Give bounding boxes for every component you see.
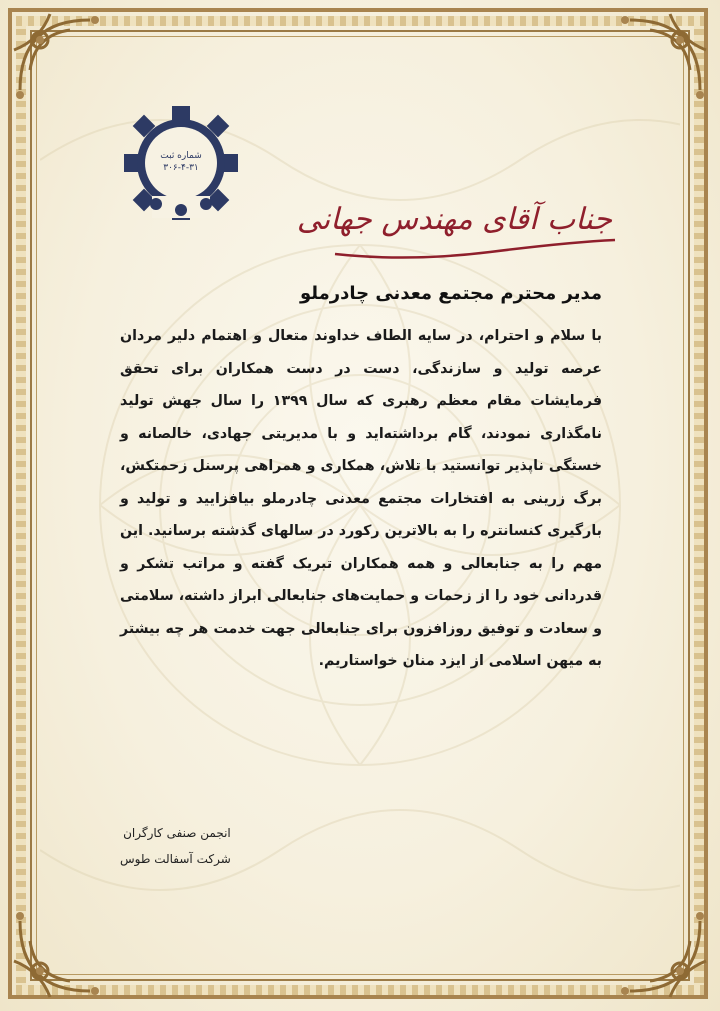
corner-ornament-icon [610, 901, 720, 1011]
corner-ornament-icon [0, 0, 110, 110]
signature-line-1: انجمن صنفی کارگران [123, 826, 231, 840]
registration-stamp [150, 150, 212, 174]
signature-block [120, 820, 231, 872]
salutation-flourish-icon [330, 232, 620, 262]
corner-ornament-icon [0, 901, 110, 1011]
signature-line-2: شرکت آسفالت طوس [120, 852, 231, 866]
registration-number: ۳۰۶-۴-۳۱ [163, 163, 199, 173]
letter-body: با سلام و احترام، در سایه الطاف خداوند متعال و اهتمام دلیر مردان عرصه تولید و سازندگی، دست در دست همکاران برای تحقق فرمایشات مقام معظم رهبری که سال ۱۳۹۹ را سال جهش تولید نامگذاری نمودند، گام برداشته‌اید و با مدیریتی جهادی، خالصانه و خستگی ناپذیر توانستید با تلاش، همکاری و همراهی پرسنل زحمتکش، برگ زرینی به افتخارات مجتمع معدنی چادرملو بیافزایید و تولید و بارگیری کنسانتره را به بالاترین رکورد در سالهای گذشته برسانید. این مهم را به جنابعالی و همه همکاران تبریک گفته و مراتب تشکر و قدردانی خود را از زحمات و حمایت‌های جنابعالی ابراز داشته، سلامتی و سعادت و توفیق روزافزون برای جنابعالی جهت خدمت هر چه بیشتر به میهن اسلامی از ایزد منان خواستاریم. [120, 328, 602, 669]
registration-label: شماره ثبت [160, 151, 202, 161]
salutation-title: جناب آقای مهندس جهانی [296, 202, 612, 237]
recipient-title: مدیر محترم مجتمع معدنی چادرملو [299, 283, 602, 304]
corner-ornament-icon [610, 0, 720, 110]
